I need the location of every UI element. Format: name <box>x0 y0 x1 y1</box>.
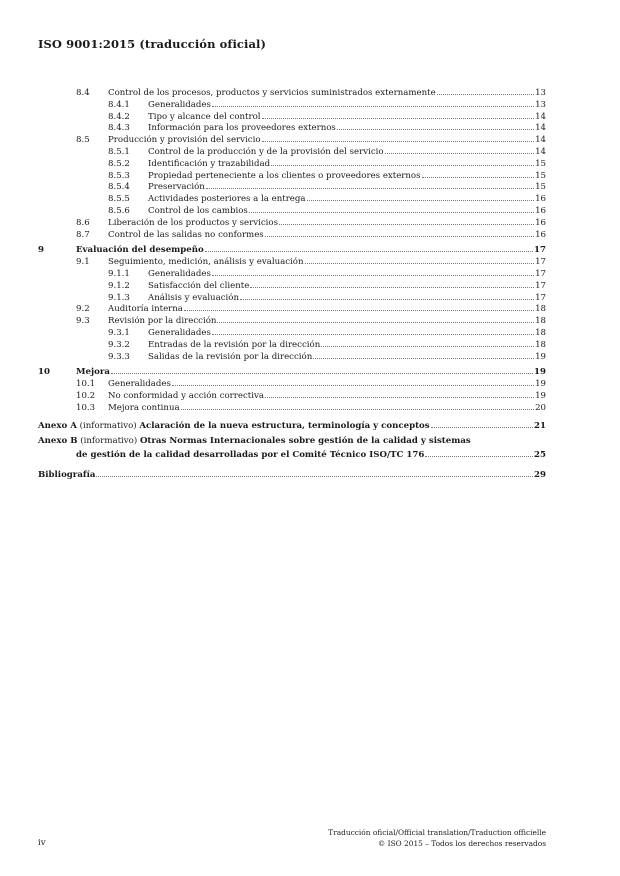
toc-entry-number: 8.5.4 <box>108 182 130 193</box>
toc-leader-dots <box>212 267 534 276</box>
toc-entry-number: 8.4.2 <box>108 111 130 122</box>
annex-b-label: Anexo B <box>38 436 78 447</box>
toc-entry-title: Tipo y alcance del control <box>148 111 261 122</box>
toc-entry-number: 9.3 <box>76 316 90 327</box>
toc-entry-page: 15 <box>535 170 546 181</box>
annex-b-title-line1: Otras Normas Internacionales sobre gestión de la calidad y sistemas <box>139 436 471 447</box>
toc-entry-title: Identificación y trazabilidad <box>148 158 271 169</box>
toc-leader-dots <box>313 350 534 359</box>
toc-entry[interactable] <box>38 255 546 267</box>
toc-leader-dots <box>217 314 534 323</box>
toc-entry[interactable] <box>38 169 546 181</box>
toc-entry-title: Mejora continua <box>108 402 180 413</box>
toc-entries <box>38 86 546 413</box>
toc-entry-title: Propiedad perteneciente a los clientes o proveedores externos <box>148 170 421 181</box>
annex-a-title: Aclaración de la nueva estructura, terminología y conceptos <box>139 420 430 431</box>
toc-entry-title: Control de la producción y de la provisión del servicio <box>148 146 384 157</box>
toc-entry-title: Salidas de la revisión por la dirección <box>148 351 313 362</box>
toc-leader-dots <box>385 145 535 154</box>
toc-leader-dots <box>250 279 534 288</box>
bibliography-page: 29 <box>534 469 546 480</box>
toc-entry[interactable] <box>38 204 546 216</box>
toc-entry-number: 9.3.1 <box>108 327 130 338</box>
toc-entry-title: Análisis y evaluación <box>148 292 239 303</box>
toc-leader-dots <box>212 98 534 107</box>
toc-entry[interactable] <box>38 121 546 133</box>
toc-entry[interactable] <box>38 145 546 157</box>
toc-entry[interactable] <box>38 401 546 413</box>
toc-entry-title: Generalidades <box>148 268 211 279</box>
toc-entry-title: Generalidades <box>148 99 211 110</box>
toc-leader-dots <box>422 169 535 178</box>
toc-entry-page: 19 <box>535 379 546 390</box>
toc-entry[interactable] <box>38 243 546 255</box>
footer-notice <box>328 827 546 849</box>
toc-entry-title: No conformidad y acción correctiva <box>108 390 264 401</box>
toc-entry-page: 19 <box>535 390 546 401</box>
toc-leader-dots <box>111 365 533 374</box>
toc-entry-title: Información para los proveedores externos <box>148 123 336 134</box>
toc-entry-number: 8.5.1 <box>108 146 130 157</box>
toc-entry-number: 9.3.2 <box>108 339 130 350</box>
toc-entry-title: Control de los procesos, productos y servicios suministrados externamente <box>108 88 436 98</box>
toc-entry[interactable] <box>38 326 546 338</box>
toc-leader-dots <box>265 389 534 398</box>
toc-entry-title: Actividades posteriores a la entrega <box>148 194 306 205</box>
toc-entry-page: 13 <box>535 88 546 98</box>
table-of-contents <box>38 86 546 480</box>
toc-entry-number: 10.3 <box>76 402 96 413</box>
toc-entry[interactable] <box>38 98 546 110</box>
toc-leader-dots <box>184 302 534 311</box>
toc-leader-dots <box>337 121 534 130</box>
toc-entry[interactable] <box>38 291 546 303</box>
toc-leader-dots <box>172 377 534 386</box>
toc-entry-title: Mejora <box>76 367 110 378</box>
toc-entry-title: Satisfacción del cliente <box>148 280 250 291</box>
toc-entry-number: 9.1 <box>76 257 90 268</box>
toc-entry-number: 10.2 <box>76 390 96 401</box>
toc-entry[interactable] <box>38 350 546 362</box>
toc-entry-number: 8.5.3 <box>108 170 130 181</box>
toc-entry-page: 14 <box>535 111 546 122</box>
toc-leader-dots <box>96 468 533 477</box>
toc-entry[interactable] <box>38 228 546 240</box>
toc-entry-page: 18 <box>535 316 546 327</box>
footer-translation-note: Traducción oficial/Official translation/Traduction officielle <box>328 828 546 837</box>
annex-b-page: 25 <box>534 450 546 461</box>
toc-entry-page: 18 <box>535 339 546 350</box>
toc-entry-number: 9.1.1 <box>108 268 130 279</box>
toc-entry-title: Preservación <box>148 182 205 193</box>
toc-leader-dots <box>271 157 534 166</box>
toc-entry-page: 15 <box>535 158 546 169</box>
toc-entry-number: 9 <box>38 245 44 256</box>
bibliography-title: Bibliografía <box>38 469 96 480</box>
toc-leader-dots <box>431 419 533 428</box>
toc-entry-page: 20 <box>535 402 546 413</box>
toc-annex-a[interactable] <box>38 419 546 431</box>
toc-entry-title: Seguimiento, medición, análisis y evaluación <box>108 257 304 268</box>
toc-entry-page: 19 <box>535 351 546 362</box>
annex-a-kind: (informativo) <box>79 420 137 431</box>
toc-entry-number: 8.4 <box>76 88 90 98</box>
toc-entry-page: 14 <box>535 146 546 157</box>
annex-b-title-line2: de gestión de la calidad desarrolladas por el Comité Técnico ISO/TC 176 <box>76 450 425 461</box>
toc-entry[interactable] <box>38 279 546 291</box>
toc-entry-number: 8.5 <box>76 135 90 146</box>
toc-entry-page: 13 <box>535 99 546 110</box>
toc-entry-title: Revisión por la dirección <box>108 316 217 327</box>
toc-entry-number: 8.4.3 <box>108 123 130 134</box>
toc-leader-dots <box>206 180 534 189</box>
toc-entry-page: 19 <box>534 367 546 378</box>
toc-entry-number: 9.1.2 <box>108 280 130 291</box>
toc-entry-title: Generalidades <box>108 379 171 390</box>
toc-entry-page: 18 <box>535 304 546 315</box>
toc-entry-page: 17 <box>535 268 546 279</box>
toc-entry-number: 8.6 <box>76 217 90 228</box>
toc-entry-number: 8.5.6 <box>108 205 130 216</box>
toc-entry-title: Evaluación del desempeño <box>76 245 204 256</box>
footer-page-number: iv <box>38 838 46 848</box>
toc-entry[interactable] <box>38 314 546 326</box>
toc-entry[interactable] <box>38 365 546 377</box>
toc-entry[interactable] <box>38 157 546 169</box>
toc-entry-title: Liberación de los productos y servicios <box>108 217 278 228</box>
toc-entry[interactable] <box>38 377 546 389</box>
toc-entry[interactable] <box>38 267 546 279</box>
toc-entry-page: 14 <box>535 135 546 146</box>
toc-leader-dots <box>262 133 535 142</box>
toc-entry-number: 8.5.2 <box>108 158 130 169</box>
toc-entry-page: 16 <box>535 217 546 228</box>
toc-entry-title: Generalidades <box>148 327 211 338</box>
toc-entry-number: 8.4.1 <box>108 99 130 110</box>
toc-leader-dots <box>279 216 534 225</box>
annex-a-page: 21 <box>534 420 546 431</box>
toc-entry-page: 14 <box>535 123 546 134</box>
annex-a-label: Anexo A <box>38 420 77 431</box>
toc-annex-b[interactable] <box>38 436 546 462</box>
toc-entry-title: Producción y provisión del servicio <box>108 135 261 146</box>
toc-entry-title: Control de los cambios <box>148 205 248 216</box>
toc-leader-dots <box>265 228 534 237</box>
toc-leader-dots <box>249 204 534 213</box>
annex-b-kind: (informativo) <box>80 436 138 447</box>
toc-entry[interactable] <box>38 110 546 122</box>
toc-entry-page: 17 <box>535 280 546 291</box>
toc-leader-dots <box>212 326 534 335</box>
toc-entry-page: 16 <box>535 194 546 205</box>
toc-entry[interactable] <box>38 216 546 228</box>
toc-entry-page: 16 <box>535 205 546 216</box>
toc-leader-dots <box>205 243 533 252</box>
toc-entry-page: 16 <box>535 229 546 240</box>
toc-entry-title: Control de las salidas no conformes <box>108 229 264 240</box>
toc-entry-number: 10.1 <box>76 379 96 390</box>
toc-leader-dots <box>240 291 534 300</box>
toc-entry-page: 17 <box>535 292 546 303</box>
toc-entry-number: 8.7 <box>76 229 90 240</box>
toc-entry-page: 17 <box>535 257 546 268</box>
toc-leader-dots <box>307 192 535 201</box>
footer-copyright: © ISO 2015 – Todos los derechos reservados <box>377 839 546 848</box>
toc-entry-number: 9.2 <box>76 304 90 315</box>
toc-entry-title: Entradas de la revisión por la dirección <box>148 339 321 350</box>
toc-leader-dots <box>262 110 535 119</box>
toc-entry[interactable] <box>38 389 546 401</box>
toc-leader-dots <box>305 255 535 264</box>
document-header-title: ISO 9001:2015 (traducción oficial) <box>38 37 267 51</box>
toc-entry-page: 18 <box>535 327 546 338</box>
toc-entry-title: Auditoría interna <box>108 304 183 315</box>
toc-entry-number: 9.3.3 <box>108 351 130 362</box>
toc-entry[interactable] <box>38 192 546 204</box>
toc-entry-number: 10 <box>38 367 50 378</box>
toc-entry-page: 15 <box>535 182 546 193</box>
toc-leader-dots <box>437 86 534 95</box>
toc-entry[interactable] <box>38 86 546 98</box>
toc-leader-dots <box>425 448 533 457</box>
toc-entry-number: 9.1.3 <box>108 292 130 303</box>
toc-entry-page: 17 <box>534 245 546 256</box>
toc-leader-dots <box>181 401 534 410</box>
toc-bibliography[interactable] <box>38 468 546 480</box>
toc-entry-number: 8.5.5 <box>108 194 130 205</box>
toc-entry[interactable] <box>38 133 546 145</box>
toc-entry[interactable] <box>38 338 546 350</box>
toc-leader-dots <box>321 338 534 347</box>
toc-entry[interactable] <box>38 302 546 314</box>
toc-entry[interactable] <box>38 180 546 192</box>
